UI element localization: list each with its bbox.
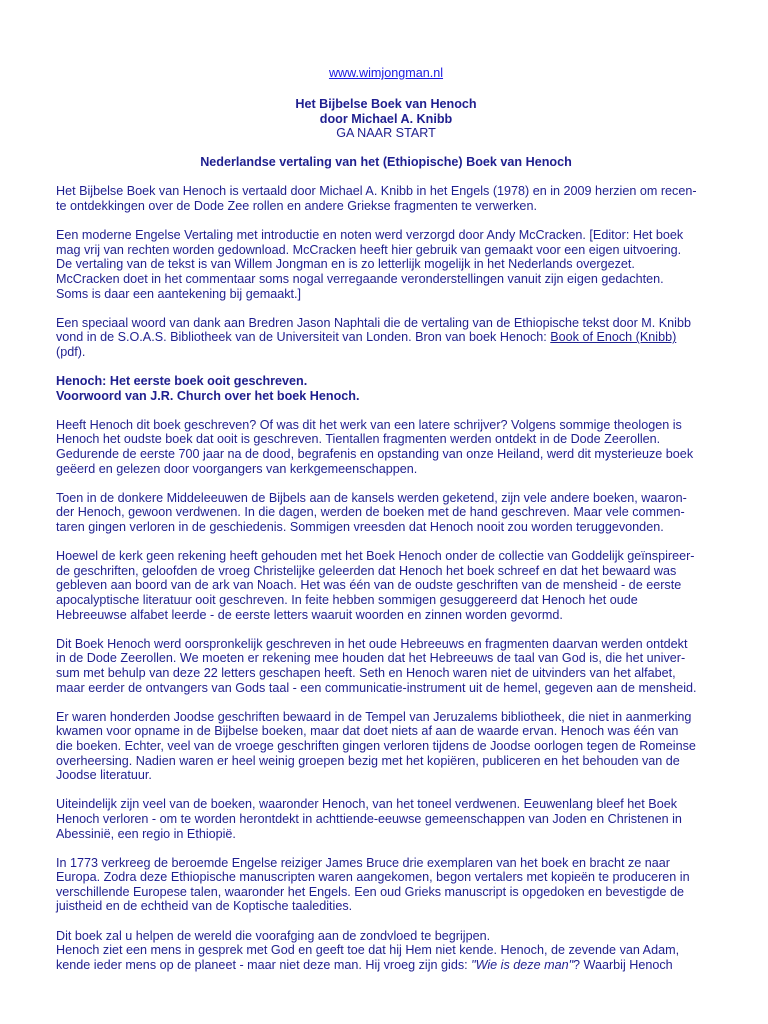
book-of-enoch-link[interactable]: Book of Enoch (Knibb): [550, 330, 677, 345]
paragraph-middle-ages: Toen in de donkere Middeleeuwen de Bijbels aan de kansels werden geketend, zijn vele andere boeken, waaron- der Henoch, gewoon verdwenen. In die dagen, werden de boeken met de hand geschreven. Maar vele commen- taren gingen verloren in de geschiedenis. Sommigen vreesden dat Henoch nooit zou worden teruggevonden.: [56, 490, 687, 535]
site-link[interactable]: www.wimjongman.nl: [328, 66, 444, 80]
go-to-start-link[interactable]: GA NAAR START: [336, 126, 436, 141]
quote-who-is-this-man: "Wie is deze man": [471, 957, 574, 972]
paragraph-james-bruce: In 1773 verkreeg de beroemde Engelse reiziger James Bruce drie exemplaren van het boek en bracht ze naar Europa. Zodra deze Ethiopische manuscripten waren aangekomen, begon vertalers met kopieën te produceren in verschillende Europese talen, waaronder het Engels. Een oud Grieks manuscript is opgedoken en bevestigde de juistheid en de echtheid van de Koptische taaledities.: [56, 855, 690, 914]
paragraph-intro: Het Bijbelse Boek van Henoch is vertaald door Michael A. Knibb in het Engels (1978) en in 2009 herzien om recen- te ontdekkingen over de Dode Zee rollen en andere Griekse fragmenten te verwerken.: [56, 184, 697, 213]
heading-foreword: Voorwoord van J.R. Church over het boek Henoch.: [56, 388, 360, 403]
paragraph-hebrew: Dit Boek Henoch werd oorspronkelijk geschreven in het oude Hebreeuws en fragmenten daarvan werden ontdekt in de Dode Zeerollen. We moeten er rekening mee houden dat het Hebreeuws de taal van God is, die het univer- sum met behulp van deze 22 letters geschapen heeft. Seth en Henoch waren niet de uitvinders van het alfabet, maar eerder de ontvangers van Gods taal - een communicatie-instrument uit de hemel, gegeven aan de mensheid.: [56, 636, 697, 695]
paragraph-thanks: Een speciaal woord van dank aan Bredren Jason Naphtali die de vertaling van de Ethiopische tekst door M. Knibb vond in de S.O.A.S. Bibliotheek van de Universiteit van Londen. Bron van boek Henoch: Book of Enoch (Knibb) (pdf).: [56, 315, 691, 359]
heading-first-book: Henoch: Het eerste boek ooit geschreven.: [56, 374, 308, 389]
paragraph-translation: Een moderne Engelse Vertaling met introductie en noten werd verzorgd door Andy McCracken. [Editor: Het boek mag vrij van rechten worden gedownload. McCracken heeft hier gebruik van gemaakt voor een eigen uitvoering. De vertaling van de tekst is van Willem Jongman en is zo letterlijk mogelijk in het Nederlands overgezet. McCracken doet in het commentaar soms nogal verregaande veronderstellingen vanuit zijn eigen gedachten. Soms is daar een aantekening bij gemaakt.]: [56, 228, 684, 301]
document-subtitle: Nederlandse vertaling van het (Ethiopische) Boek van Henoch: [200, 154, 572, 169]
document-page: [56, 66, 716, 987]
paragraph-church: Hoewel de kerk geen rekening heeft gehouden met het Boek Henoch onder de collectie van Goddelijk geïnspireer- de geschriften, geloofden de vroeg Christelijke geleerden dat Henoch het boek schreef en dat het bewaard was gebleven aan boord van de ark van Noach. Het was één van de oudste geschriften van de mensheid - de eerste apocalyptische literatuur ooit geschreven. In feite hebben sommigen gesuggereerd dat Henoch het oude Hebreeuwse alfabet leerde - de eerste letters waaruit woorden en zinnen worden gevormd.: [56, 549, 695, 622]
paragraph-question: Heeft Henoch dit boek geschreven? Of was dit het werk van een latere schrijver? Volgens sommige theologen is Henoch het oudste boek dat ooit is geschreven. Tientallen fragmenten werden ontdekt in de Dode Zeerollen. Gedurende de eerste 700 jaar na de dood, begrafenis en opstanding van onze Heiland, werd dit mysterieuze boek geëerd en gelezen door voorgangers van kerkgemeenschappen.: [56, 417, 694, 476]
paragraph-temple: Er waren honderden Joodse geschriften bewaard in de Tempel van Jeruzalems bibliotheek, die niet in aanmerking kwamen voor opname in de Bijbelse boeken, maar dat doet niets af aan de waarde ervan. Henoch was één van die boeken. Echter, veel van de vroege geschriften gingen verloren tijdens de Joodse oorlogen tegen de Romeinse overheersing. Nadien waren er heel weinig groepen bezig met het kopiëren, publiceren en het behouden van de Joodse literatuur.: [56, 709, 696, 783]
paragraph-flood: Dit boek zal u helpen de wereld die voorafging aan de zondvloed te begrijpen. Henoch ziet een mens in gesprek met God en geeft toe dat hij Hem niet kende. Henoch, de zevende van Adam, kende ieder mens op de planeet - maar niet deze man. Hij vroeg zijn gids: "Wie is deze man"? Waarbij Henoch: [56, 928, 680, 972]
paragraph-lost: Uiteindelijk zijn veel van de boeken, waaronder Henoch, van het toneel verdwenen. Eeuwenlang bleef het Boek Henoch verloren - om te worden herontdekt in achttiende-eeuwse gemeenschappen van Joden en Christenen in Abessinië, een regio in Ethiopië.: [56, 797, 682, 841]
document-author: door Michael A. Knibb: [319, 111, 453, 126]
document-title: Het Bijbelse Boek van Henoch: [295, 97, 477, 111]
section-heading: [56, 374, 716, 403]
title-block: [56, 97, 716, 141]
